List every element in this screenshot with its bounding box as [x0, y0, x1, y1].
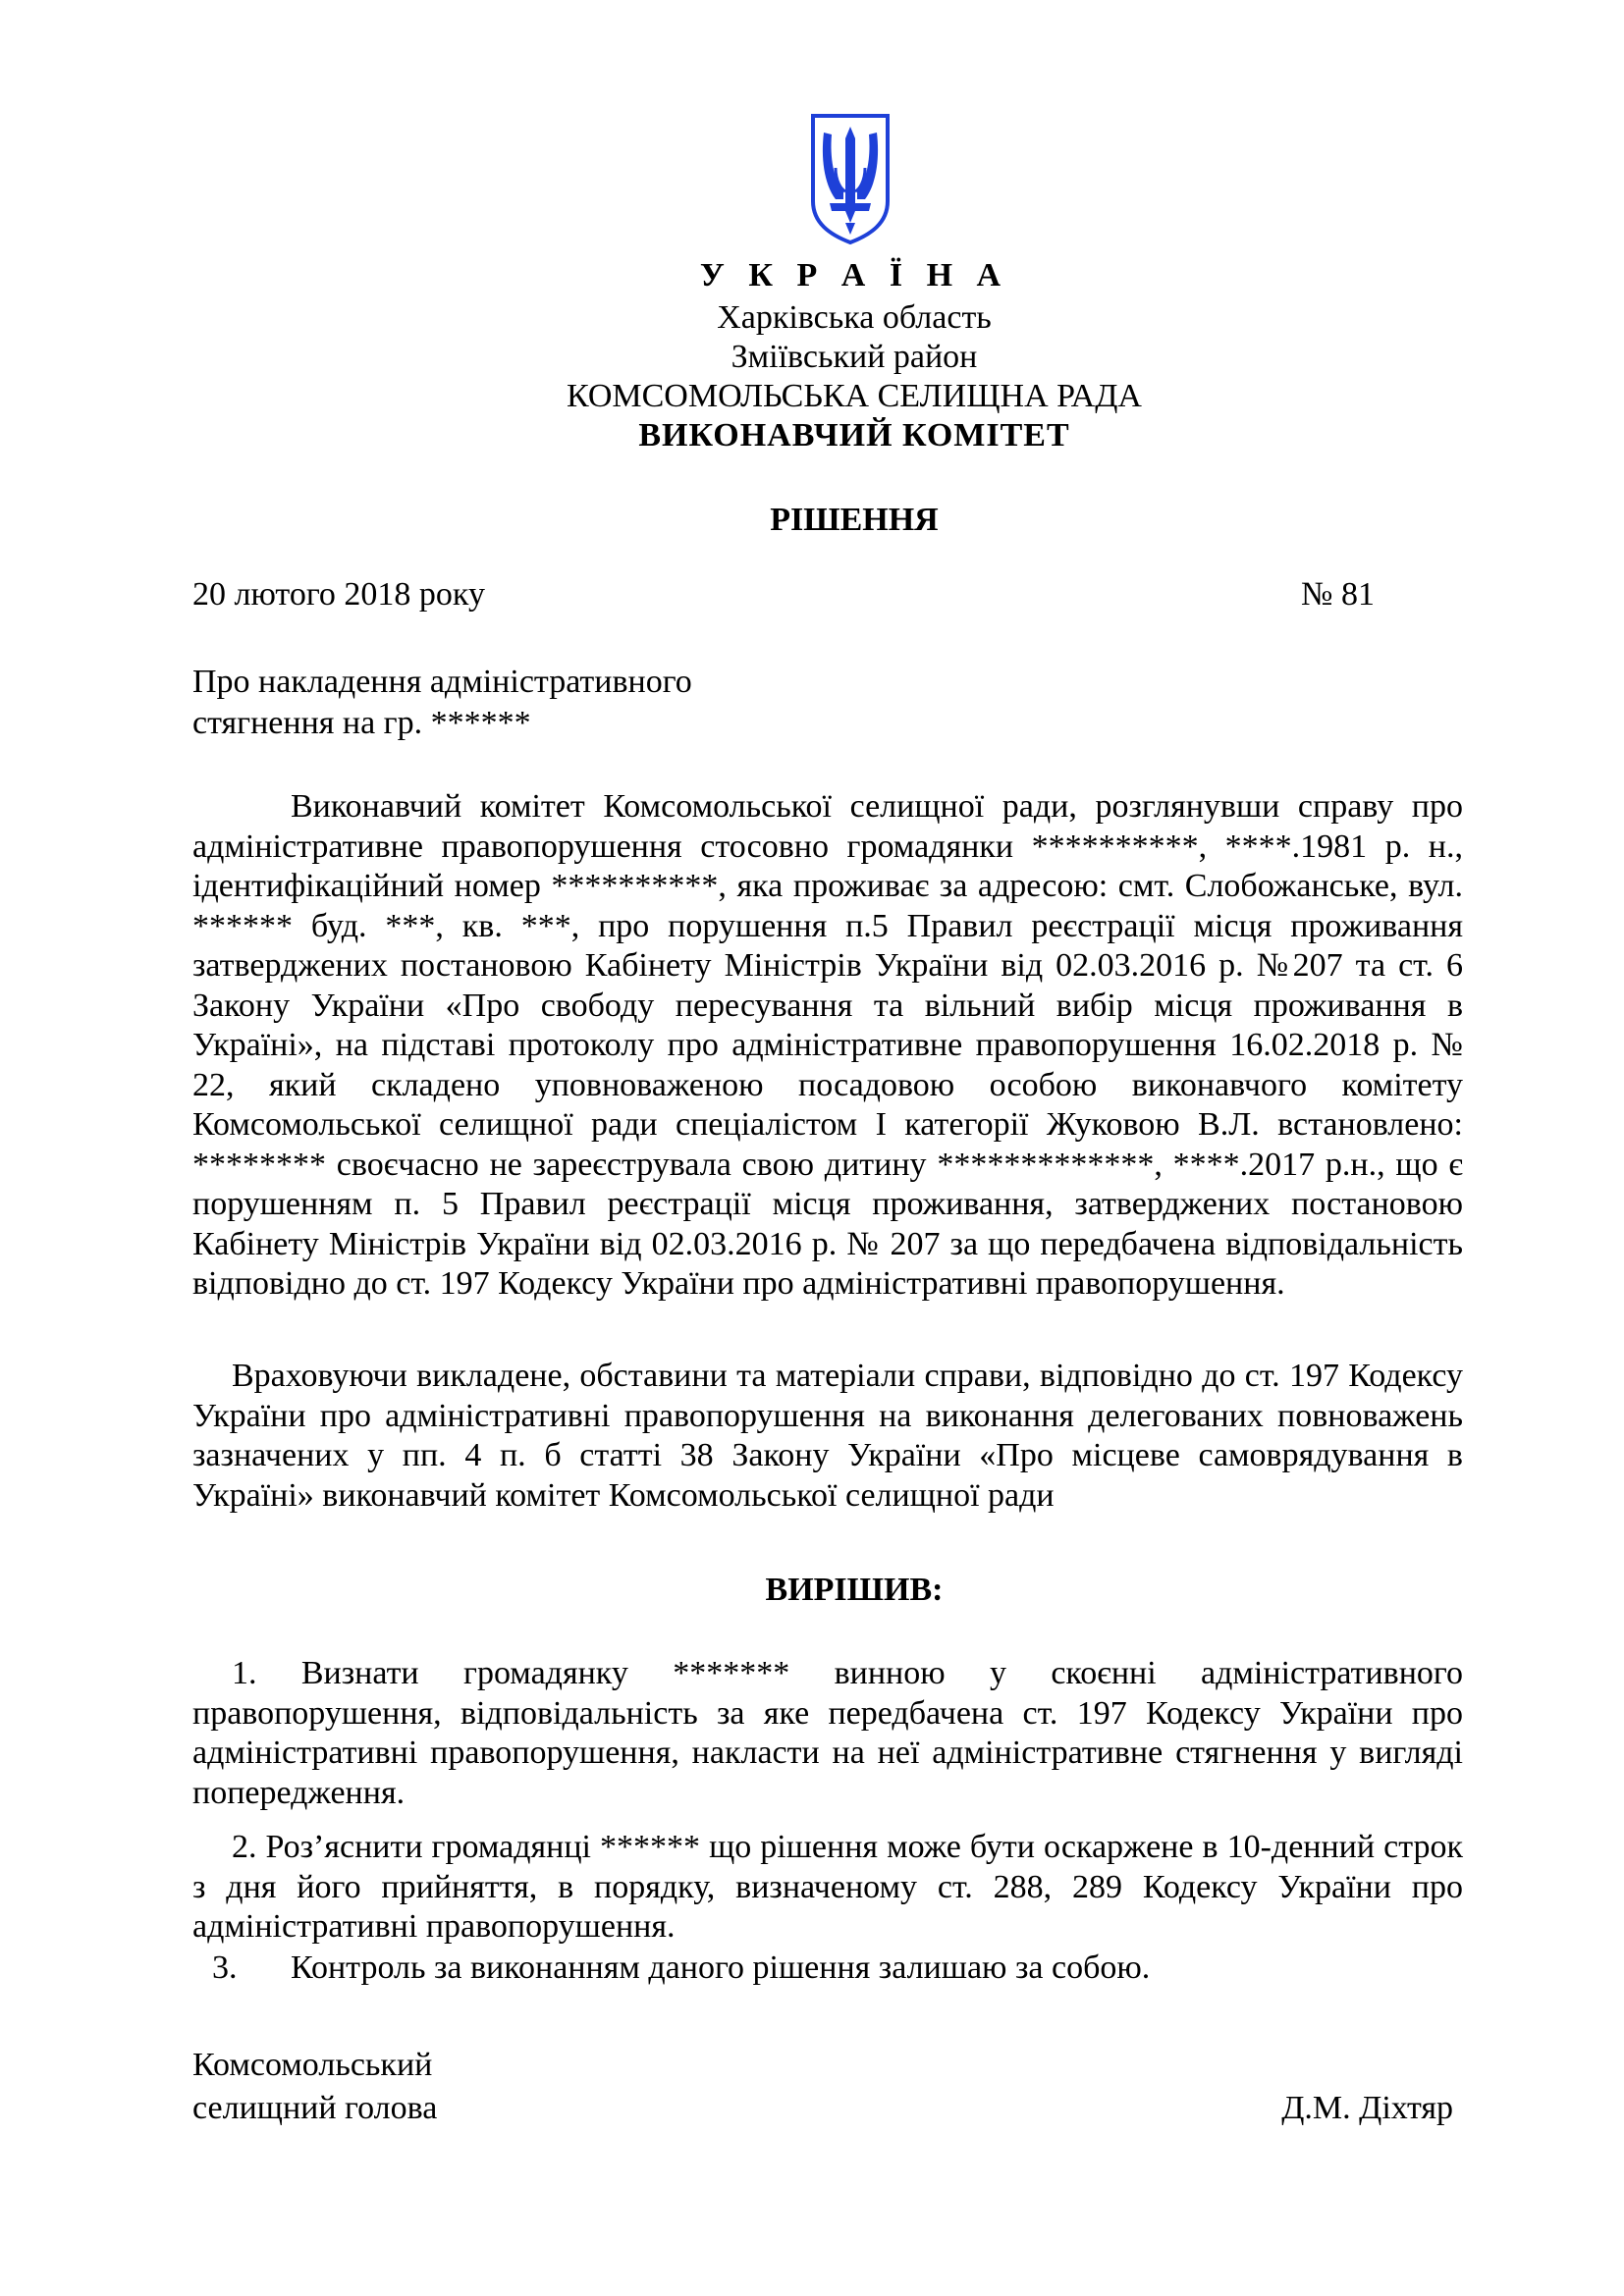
body-paragraph-2: Враховуючи викладене, обставини та матеріали справи, відповідно до ст. 197 Кодексу України про адміністративні правопорушення на виконання делегованих повноважень зазначених у пп. 4 п. б статті 38 Закону України «Про місцеве самоврядування в Україні» виконавчий комітет Комсомольської селищної ради: [192, 1358, 1463, 1514]
resolution-item-2: 2. Роз’яснити громадянці ****** що рішення може бути оскаржене в 10-денний строк з дня його прийняття, в порядку, визначеному ст. 288, 289 Кодексу України про адміністративні правопорушення.: [192, 1829, 1463, 1945]
body-paragraph-1: Виконавчий комітет Комсомольської селищної ради, розглянувши справу про адміністративне правопорушення стосовно громадянки **********, ****.1981 р. н., ідентифікаційний номер **********, яка проживає за адресою: смт. Слобожанське, вул. ****** буд. ***, кв. ***, про порушення п.5 Правил реєстрації місця проживання затверджених постановою Кабінету Міністрів України від 02.03.2016 р. №207 та ст. 6 Закону України «Про свободу пересування та вільний вибір місця проживання в Україні», на підставі протоколу про адміністративне правопорушення 16.02.2018 р. № 22, який складено уповноваженою посадовою особою виконавчого комітету Комсомольської селищної ради спеціалістом І категорії Жуковою В.Л. встановлено: ******** своєчасно не зареєструвала свою дитину *************, ****.2017 р.н., що є порушенням п. 5 Правил реєстрації місця проживання, затверджених постановою Кабінету Міністрів України від 02.03.2016 р. № 207 за що передбачена відповідальність відповідно до ст. 197 Кодексу України про адміністративні правопорушення.: [192, 788, 1463, 1302]
decision-subject: [192, 662, 880, 744]
signatory-position-line-1: Комсомольський: [192, 2047, 433, 2083]
raion-name: Зміївський район: [731, 339, 978, 375]
oblast-name: Харківська область: [717, 299, 992, 336]
tryzub-icon: [810, 113, 891, 245]
resolution-item-3-number: 3.: [212, 1949, 238, 1986]
committee-name: ВИКОНАВЧИЙ КОМІТЕТ: [638, 417, 1070, 454]
document-header: [0, 253, 1624, 455]
resolution-item-3: [192, 1949, 1463, 1989]
subject-line-1: Про накладення адміністративного: [192, 664, 692, 700]
decision-date: 20 лютого 2018 року: [192, 576, 485, 613]
resolution-heading: ВИРІШИВ:: [765, 1572, 944, 1608]
decision-title: РІШЕННЯ: [770, 502, 939, 538]
subject-line-2: стягнення на гр. ******: [192, 705, 531, 741]
country-name: У К Р А Ї Н А: [699, 257, 1009, 294]
signatory-position-line-2: селищний голова: [192, 2090, 438, 2126]
resolution-item-1: 1. Визнати громадянку ******* винною у скоєнні адміністративного правопорушення, відповідальність за яке передбачена ст. 197 Кодексу України про адміністративні правопорушення, накласти на неї адміністративне стягнення у вигляді попередження.: [192, 1655, 1463, 1811]
decision-number: № 81: [1301, 576, 1375, 613]
signature-block: [192, 2044, 1453, 2130]
resolution-item-3-text: Контроль за виконанням даного рішення залишаю за собою.: [291, 1949, 1151, 1986]
council-name: КОМСОМОЛЬСЬКА СЕЛИЩНА РАДА: [567, 378, 1142, 414]
signatory-name: Д.М. Діхтяр: [1281, 2090, 1453, 2126]
